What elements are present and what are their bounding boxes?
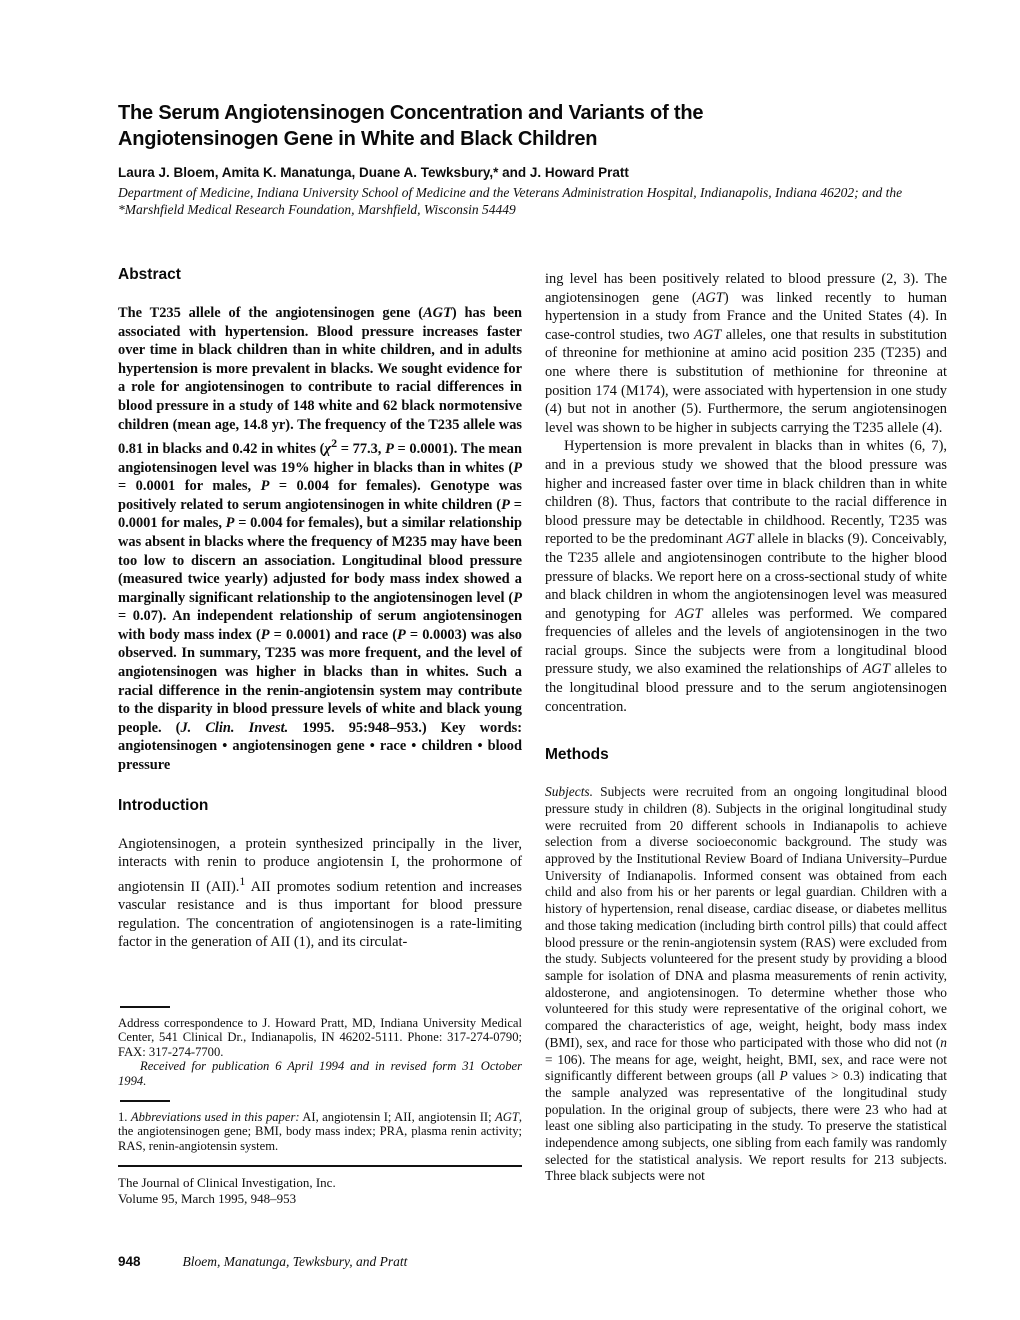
introduction-heading: Introduction [118, 796, 209, 814]
footer-running-authors: Bloem, Manatunga, Tewksbury, and Pratt [182, 1254, 408, 1269]
left-column [118, 266, 522, 952]
footer-page-number: 948 [118, 1254, 141, 1269]
imprint-rule [118, 1165, 522, 1167]
affiliation: Department of Medicine, Indiana University School of Medicine and the Veterans Administration Hospital, Indianapolis, Indiana 46202; and the *Marshfield Medical Research Foundation, Marshfield, Wisconsin 54449 [118, 185, 903, 217]
methods-paragraph: Subjects. Subjects were recruited from an ongoing longitudinal blood pressure study in children (8). Subjects in the original longitudinal study were recruited from 20 different schools in Indianapolis to achieve selection from a diverse socioeconomic background. The study was approved by the Institutional Review Board of Indiana University–Purdue University of Indianapolis. Informed consent was obtained from each child and also from his or her parents or legal guardian. Children with a history of hypertension, renal disease, cardiac disease, or diabetes mellitus and those taking medication (including birth control pills) that could affect blood pressure or the renin-angiotensin system (RAS) were excluded from the study. Subjects volunteered for the present study by providing a blood sample for isolation of DNA and plasma measurements of renin activity, aldosterone, and angiotensinogen. To determine whether those who volunteered for this study were representative of the original cohort, we compared the characteristics of age, weight, height, body mass index (BMI), sex, and race for those who participated with those who did not (n = 106). The means for age, weight, height, BMI, sex, and race were not significantly different between groups (all P values > 0.3) indicating that the sample analyzed was representative of the longitudinal study population. In the original group of subjects, there were 23 who had at least one sibling also participating in the study. To preserve the statistical independence among subjects, one sibling from each family was randomly selected for the statistical analysis. We report results for 213 subjects. Three black subjects were not [545, 784, 947, 1184]
journal-imprint-line2: Volume 95, March 1995, 948–953 [118, 1190, 297, 1206]
author-list: Laura J. Bloem, Amita K. Manatunga, Duane A. Tewksbury,* and J. Howard Pratt [118, 165, 629, 180]
received-note: Received for publication 6 April 1994 and in revised form 31 October 1994. [118, 1059, 522, 1088]
journal-imprint-line1: The Journal of Clinical Investigation, Inc. [118, 1175, 336, 1191]
abstract-body: The T235 allele of the angiotensinogen gene (AGT) has been associated with hypertension. Blood pressure increases faster over time in black children than in white children, and in adults hypertension is more prevalent in blacks. We sought evidence for a role for angiotensinogen to contribute to racial differences in blood pressure in a study of 148 white and 62 black normotensive children (mean age, 14.8 yr). The frequency of the T235 allele was 0.81 in blacks and 0.42 in whites ($\chi^2 = 77.3$, P = 0.0001). The mean angiotensinogen level was 19% higher in blacks than in whites (P = 0.0001 for males, P = 0.004 for females). Genotype was positively related to serum angiotensinogen in white children (P = 0.0001 for males, P = 0.004 for females), but a similar relationship was absent in blacks where the frequency of M235 may have been too low to discern an association. Longitudinal blood pressure (measured twice yearly) adjusted for body mass index showed a marginally significant relationship to the angiotensinogen level (P = 0.07). An independent relationship of serum angiotensinogen with body mass index (P = 0.0001) and race (P = 0.0003) was also observed. In summary, T235 was more frequent, and the level of angiotensinogen was higher in blacks than in whites. Such a racial difference in the renin-angiotensin system may contribute to the disparity in blood pressure levels of white and black young people. (J. Clin. Invest. 1995. 95:948–953.) Key words: angiotensinogen • angiotensinogen gene • race • children • blood pressure [118, 305, 523, 774]
footnote-rule-top [120, 1006, 170, 1008]
paper-title [118, 100, 948, 152]
footnotes-block [118, 1006, 522, 1206]
abstract-heading: Abstract [118, 266, 181, 283]
introduction-continuation-paragraph: ing level has been positively related to blood pressure (2, 3). The angiotensinogen gene (AGT) was linked recently to human hypertension in a study from France and the United States (4). In case-control studies, two AGT alleles, one that results in substitution of threonine for methionine at amino acid position 235 (T235) and one where there is substitution of methionine for threonine at position 174 (M174), were associated with hypertension in one study (4) but not in another (5). Furthermore, the serum angiotensinogen level was shown to be higher in subjects carrying the T235 allele (4). [545, 271, 947, 436]
footnote-rule-abbreviations [120, 1100, 170, 1102]
paper-title-line1: The Serum Angiotensinogen Concentration and Variants of the [118, 102, 704, 124]
introduction-second-paragraph: Hypertension is more prevalent in blacks than in whites (6, 7), and in a previous study we showed that the blood pressure was higher and increased faster over time in black children than in white children (8). Thus, factors that contribute to the racial difference in blood pressure may be detectable in childhood. Recently, T235 was reported to be the predominant AGT allele in blacks (9). Conceivably, the T235 allele and angiotensinogen contribute to the higher blood pressure of blacks. We report here on a cross-sectional study of white and black children in whom the angiotensinogen level was measured and genotyping for AGT alleles was performed. We compared frequencies of alleles and the levels of angiotensinogen in the two racial groups. Since the subjects were from a longitudinal blood pressure study, we also examined the relationships of AGT alleles to the longitudinal blood pressure and to the serum angiotensinogen concentration. [545, 438, 947, 715]
abbreviations-note: 1. Abbreviations used in this paper: AI, angiotensin I; AII, angiotensin II; AGT, the angiotensinogen gene; BMI, body mass index; PRA, plasma renin activity; RAS, renin-angiotensin system. [118, 1110, 523, 1153]
correspondence-note: Address correspondence to J. Howard Pratt, MD, Indiana University Medical Center, 541 Clinical Dr., Indianapolis, IN 46202-5111. Phone: 317-274-0790; FAX: 317-274-7700. [118, 1016, 522, 1059]
paper-header [118, 100, 948, 218]
methods-heading: Methods [545, 746, 609, 764]
page-footer [118, 1254, 818, 1270]
right-column [545, 270, 947, 1185]
introduction-paragraph: Angiotensinogen, a protein synthesized principally in the liver, interacts with renin to produce angiotensin I, the prohormone of angiotensin II (AII).$^1$ AII promotes sodium retention and increases vascular resistance and is thus important for blood pressure regulation. The concentration of angiotensinogen is a rate-limiting factor in the generation of AII (1), and its circulat- [118, 835, 522, 951]
paper-title-line2: Angiotensinogen Gene in White and Black Children [118, 128, 598, 150]
